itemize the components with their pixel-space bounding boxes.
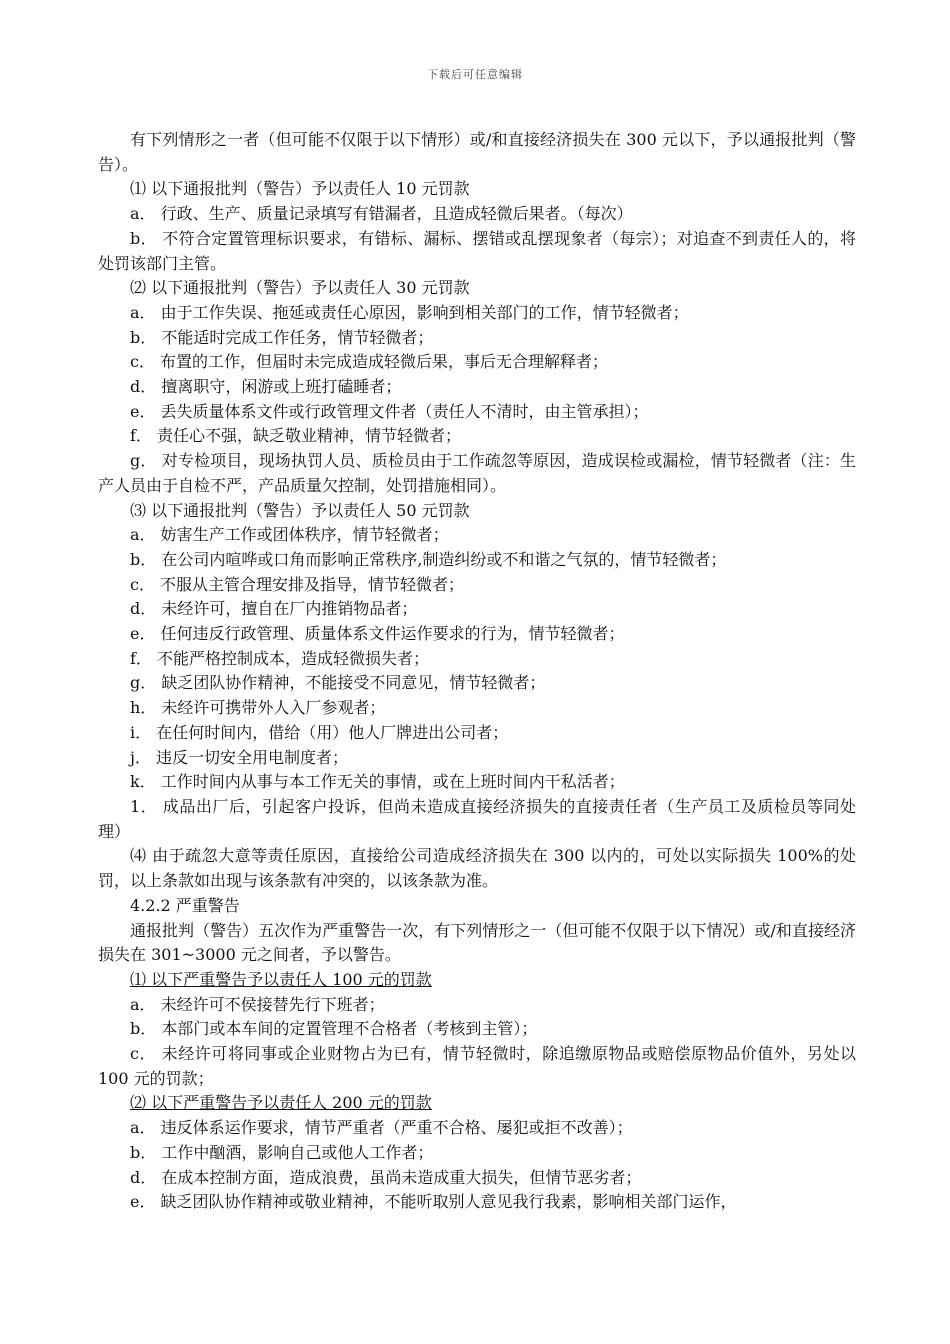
paragraph	[98, 499, 856, 524]
paragraph-text: j． 违反一切安全用电制度者；	[130, 747, 349, 767]
paragraph-text: ⑴ 以下严重警告予以责任人 100 元的罚款	[130, 969, 432, 989]
paragraph	[98, 1141, 856, 1166]
paragraph	[98, 202, 856, 227]
paragraph-text: c． 未经许可将同事或企业财物占为已有，情节轻微时，除追缴原物品或赔偿原物品价值外，另处以 100 元的罚款；	[98, 1044, 856, 1088]
paragraph-text: a． 妨害生产工作或团体秩序，情节轻微者；	[130, 525, 449, 545]
paragraph-text: i． 在任何时间内，借给（用）他人厂牌进出公司者；	[130, 722, 509, 742]
paragraph	[98, 573, 856, 598]
paragraph	[98, 993, 856, 1018]
paragraph	[98, 968, 856, 993]
paragraph-text: b． 不能适时完成工作任务，情节轻微者；	[130, 327, 434, 347]
paragraph-text: b． 本部门或本车间的定置管理不合格者（考核到主管）；	[130, 1019, 538, 1039]
page-header: 下载后可任意编辑	[427, 68, 523, 81]
paragraph	[98, 301, 856, 326]
paragraph	[98, 1190, 856, 1215]
paragraph	[98, 227, 856, 276]
paragraph	[98, 696, 856, 721]
paragraph	[98, 548, 856, 573]
paragraph	[98, 128, 856, 177]
paragraph	[98, 721, 856, 746]
paragraph	[98, 894, 856, 919]
paragraph	[98, 1166, 856, 1191]
paragraph-text: f． 责任心不强，缺乏敬业精神，情节轻微者；	[130, 426, 462, 446]
paragraph-text: e． 缺乏团队协作精神或敬业精神，不能听取别人意见我行我素，影响相关部门运作，	[130, 1192, 737, 1212]
paragraph	[98, 844, 856, 893]
paragraph	[98, 449, 856, 498]
paragraph	[98, 424, 856, 449]
paragraph	[98, 671, 856, 696]
paragraph	[98, 1042, 856, 1091]
paragraph-text: d． 未经许可，擅自在厂内推销物品者；	[130, 599, 418, 619]
document-body	[98, 128, 856, 1215]
paragraph-text: c． 布置的工作，但届时未完成造成轻微后果，事后无合理解释者；	[130, 352, 609, 372]
paragraph	[98, 326, 856, 351]
paragraph	[98, 746, 856, 771]
paragraph-text: a． 未经许可不侯接替先行下班者；	[130, 994, 385, 1014]
paragraph-text: g． 缺乏团队协作精神，不能接受不同意见，情节轻微者；	[130, 673, 546, 693]
paragraph-text: b． 不符合定置管理标识要求，有错标、漏标、摆错或乱摆现象者（每宗）；对追查不到责任人的，将处罚该部门主管。	[98, 228, 856, 273]
paragraph-text: d． 在成本控制方面，造成浪费，虽尚未造成重大损失，但情节恶劣者；	[130, 1167, 642, 1187]
paragraph-text: a． 行政、生产、质量记录填写有错漏者，且造成轻微后果者。（每次）	[130, 204, 633, 224]
paragraph	[98, 919, 856, 968]
paragraph-text: b． 工作中酗酒，影响自己或他人工作者；	[130, 1142, 434, 1162]
paragraph-text: ⑵ 以下通报批判（警告）予以责任人 30 元罚款	[130, 278, 470, 298]
paragraph-text: f． 不能严格控制成本，造成轻微损失者；	[130, 648, 430, 668]
paragraph-text: ⑷ 由于疏忽大意等责任原因，直接给公司造成经济损失在 300 以内的，可处以实际损失 100%的处罚，以上条款如出现与该条款有冲突的，以该条款为准。	[98, 846, 856, 891]
paragraph	[98, 795, 856, 844]
paragraph	[98, 177, 856, 202]
paragraph	[98, 1116, 856, 1141]
paragraph-text: 4.2.2 严重警告	[130, 895, 240, 915]
paragraph	[98, 523, 856, 548]
paragraph	[98, 350, 856, 375]
paragraph-text: ⑵ 以下严重警告予以责任人 200 元的罚款	[130, 1093, 432, 1113]
paragraph	[98, 597, 856, 622]
paragraph-text: ⑶ 以下通报批判（警告）予以责任人 50 元罚款	[130, 500, 470, 520]
paragraph	[98, 622, 856, 647]
paragraph	[98, 276, 856, 301]
paragraph-text: k． 工作时间内从事与本工作无关的事情，或在上班时间内干私活者；	[130, 772, 625, 792]
paragraph-text: c． 不服从主管合理安排及指导，情节轻微者；	[130, 574, 465, 594]
paragraph	[98, 647, 856, 672]
paragraph-text: e． 任何违反行政管理、质量体系文件运作要求的行为，情节轻微者；	[130, 624, 625, 644]
paragraph	[98, 1091, 856, 1116]
paragraph-text: 1． 成品出厂后，引起客户投诉，但尚未造成直接经济损失的直接责任者（生产员工及质检员等同处理）	[98, 796, 856, 841]
paragraph-text: a． 违反体系运作要求，情节严重者（严重不合格、屡犯或拒不改善）；	[130, 1118, 633, 1138]
paragraph-text: 通报批判（警告）五次作为严重警告一次，有下列情形之一（但可能不仅限于以下情况）或/和直接经济损失在 301~3000 元之间者，予以警告。	[98, 920, 856, 965]
paragraph	[98, 400, 856, 425]
paragraph-text: 有下列情形之一者（但可能不仅限于以下情形）或/和直接经济损失在 300 元以下，予以通报批判（警告）。	[98, 130, 856, 174]
paragraph-text: ⑴ 以下通报批判（警告）予以责任人 10 元罚款	[130, 179, 470, 199]
paragraph-text: d． 擅离职守，闲游或上班打磕睡者；	[130, 377, 402, 397]
paragraph	[98, 770, 856, 795]
paragraph-text: a． 由于工作失误、拖延或责任心原因，影响到相关部门的工作，情节轻微者；	[130, 302, 689, 322]
paragraph	[98, 375, 856, 400]
paragraph-text: h． 未经许可携带外人入厂参观者；	[130, 698, 386, 718]
paragraph-text: g． 对专检项目，现场执罚人员、质检员由于工作疏忽等原因，造成误检或漏检，情节轻微者（注：生产人员由于自检不严，产品质量欠控制，处罚措施相同）。	[98, 451, 856, 495]
paragraph	[98, 1017, 856, 1042]
paragraph-text: b． 在公司内喧哗或口角而影响正常秩序,制造纠纷或不和谐之气氛的，情节轻微者；	[130, 549, 727, 569]
paragraph-text: e． 丢失质量体系文件或行政管理文件者（责任人不清时，由主管承担）；	[130, 401, 649, 421]
